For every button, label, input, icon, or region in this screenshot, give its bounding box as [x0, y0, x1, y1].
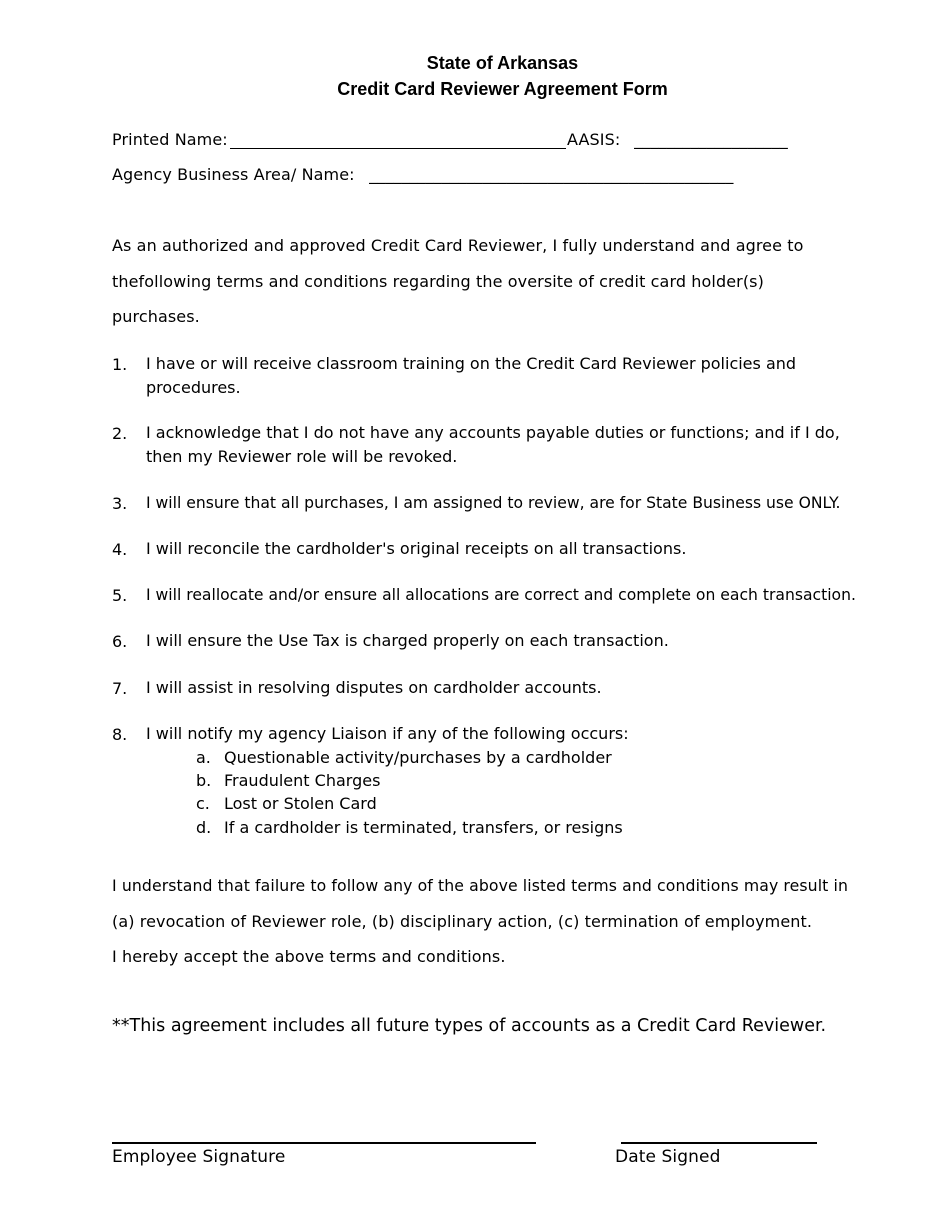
term-number: 6. — [112, 632, 128, 651]
sub-letter: b. — [196, 771, 212, 790]
intro-line: purchases. — [112, 307, 200, 326]
term-line: then my Reviewer role will be revoked. — [146, 447, 458, 466]
term-number: 3. — [112, 494, 128, 513]
sub-item — [196, 771, 380, 790]
aasis-label: AASIS: — [567, 130, 621, 149]
printed-name-label: Printed Name: — [112, 130, 228, 149]
sub-text: Lost or Stolen Card — [224, 794, 377, 813]
intro-line: As an authorized and approved Credit Card Reviewer, I fully understand and agree to — [112, 236, 804, 255]
form-title-state: State of Arkansas — [426, 53, 579, 73]
sub-text: Questionable activity/purchases by a cardholder — [224, 748, 612, 767]
aasis-input[interactable]: ___________________ — [634, 130, 788, 149]
sub-text: If a cardholder is terminated, transfers, or resigns — [224, 818, 623, 837]
sub-letter: c. — [196, 794, 210, 813]
sub-item — [196, 794, 377, 813]
sub-text: Fraudulent Charges — [224, 771, 381, 790]
term-text: I will assist in resolving disputes on cardholder accounts. — [146, 678, 602, 697]
term-number: 2. — [112, 424, 128, 443]
date-signed-label: Date Signed — [615, 1147, 721, 1167]
agency-input[interactable]: _____________________________________________ — [369, 165, 734, 184]
sub-letter: d. — [196, 818, 212, 837]
sub-item — [196, 818, 623, 837]
term-line: I have or will receive classroom training on the Credit Card Reviewer policies and — [146, 354, 797, 373]
form-title: Credit Card Reviewer Agreement Form — [337, 79, 668, 99]
closing-line: I hereby accept the above terms and conditions. — [112, 947, 506, 966]
closing-line: (a) revocation of Reviewer role, (b) disciplinary action, (c) termination of employment. — [112, 912, 813, 931]
sub-letter: a. — [196, 748, 211, 767]
term-text: I will notify my agency Liaison if any of the following occurs: — [146, 724, 629, 743]
closing-line: I understand that failure to follow any of the above listed terms and conditions may result in — [112, 876, 848, 895]
term-number: 1. — [112, 355, 128, 374]
date-signed-line[interactable] — [621, 1142, 817, 1144]
agreement-note: **This agreement includes all future types of accounts as a Credit Card Reviewer. — [112, 1016, 827, 1036]
term-text: I will ensure the Use Tax is charged properly on each transaction. — [146, 631, 669, 650]
intro-line: thefollowing terms and conditions regarding the oversite of credit card holder(s) — [112, 272, 764, 291]
term-number: 7. — [112, 679, 128, 698]
employee-signature-line[interactable] — [112, 1142, 536, 1144]
term-text — [146, 352, 796, 400]
employee-signature-label: Employee Signature — [112, 1147, 286, 1167]
term-text: I will reallocate and/or ensure all allocations are correct and complete on each transaction. — [146, 586, 856, 604]
sub-item — [196, 748, 612, 767]
printed-name-input[interactable] — [230, 148, 566, 149]
term-number: 8. — [112, 725, 128, 744]
term-number: 4. — [112, 540, 128, 559]
term-text — [146, 421, 840, 469]
term-line: I acknowledge that I do not have any accounts payable duties or functions; and if I do, — [146, 423, 840, 442]
term-text: I will ensure that all purchases, I am assigned to review, are for State Business use ONLY. — [146, 494, 841, 512]
agency-label: Agency Business Area/ Name: — [112, 165, 355, 184]
term-number: 5. — [112, 586, 128, 605]
term-text: I will reconcile the cardholder's original receipts on all transactions. — [146, 539, 687, 558]
term-line: procedures. — [146, 378, 241, 397]
